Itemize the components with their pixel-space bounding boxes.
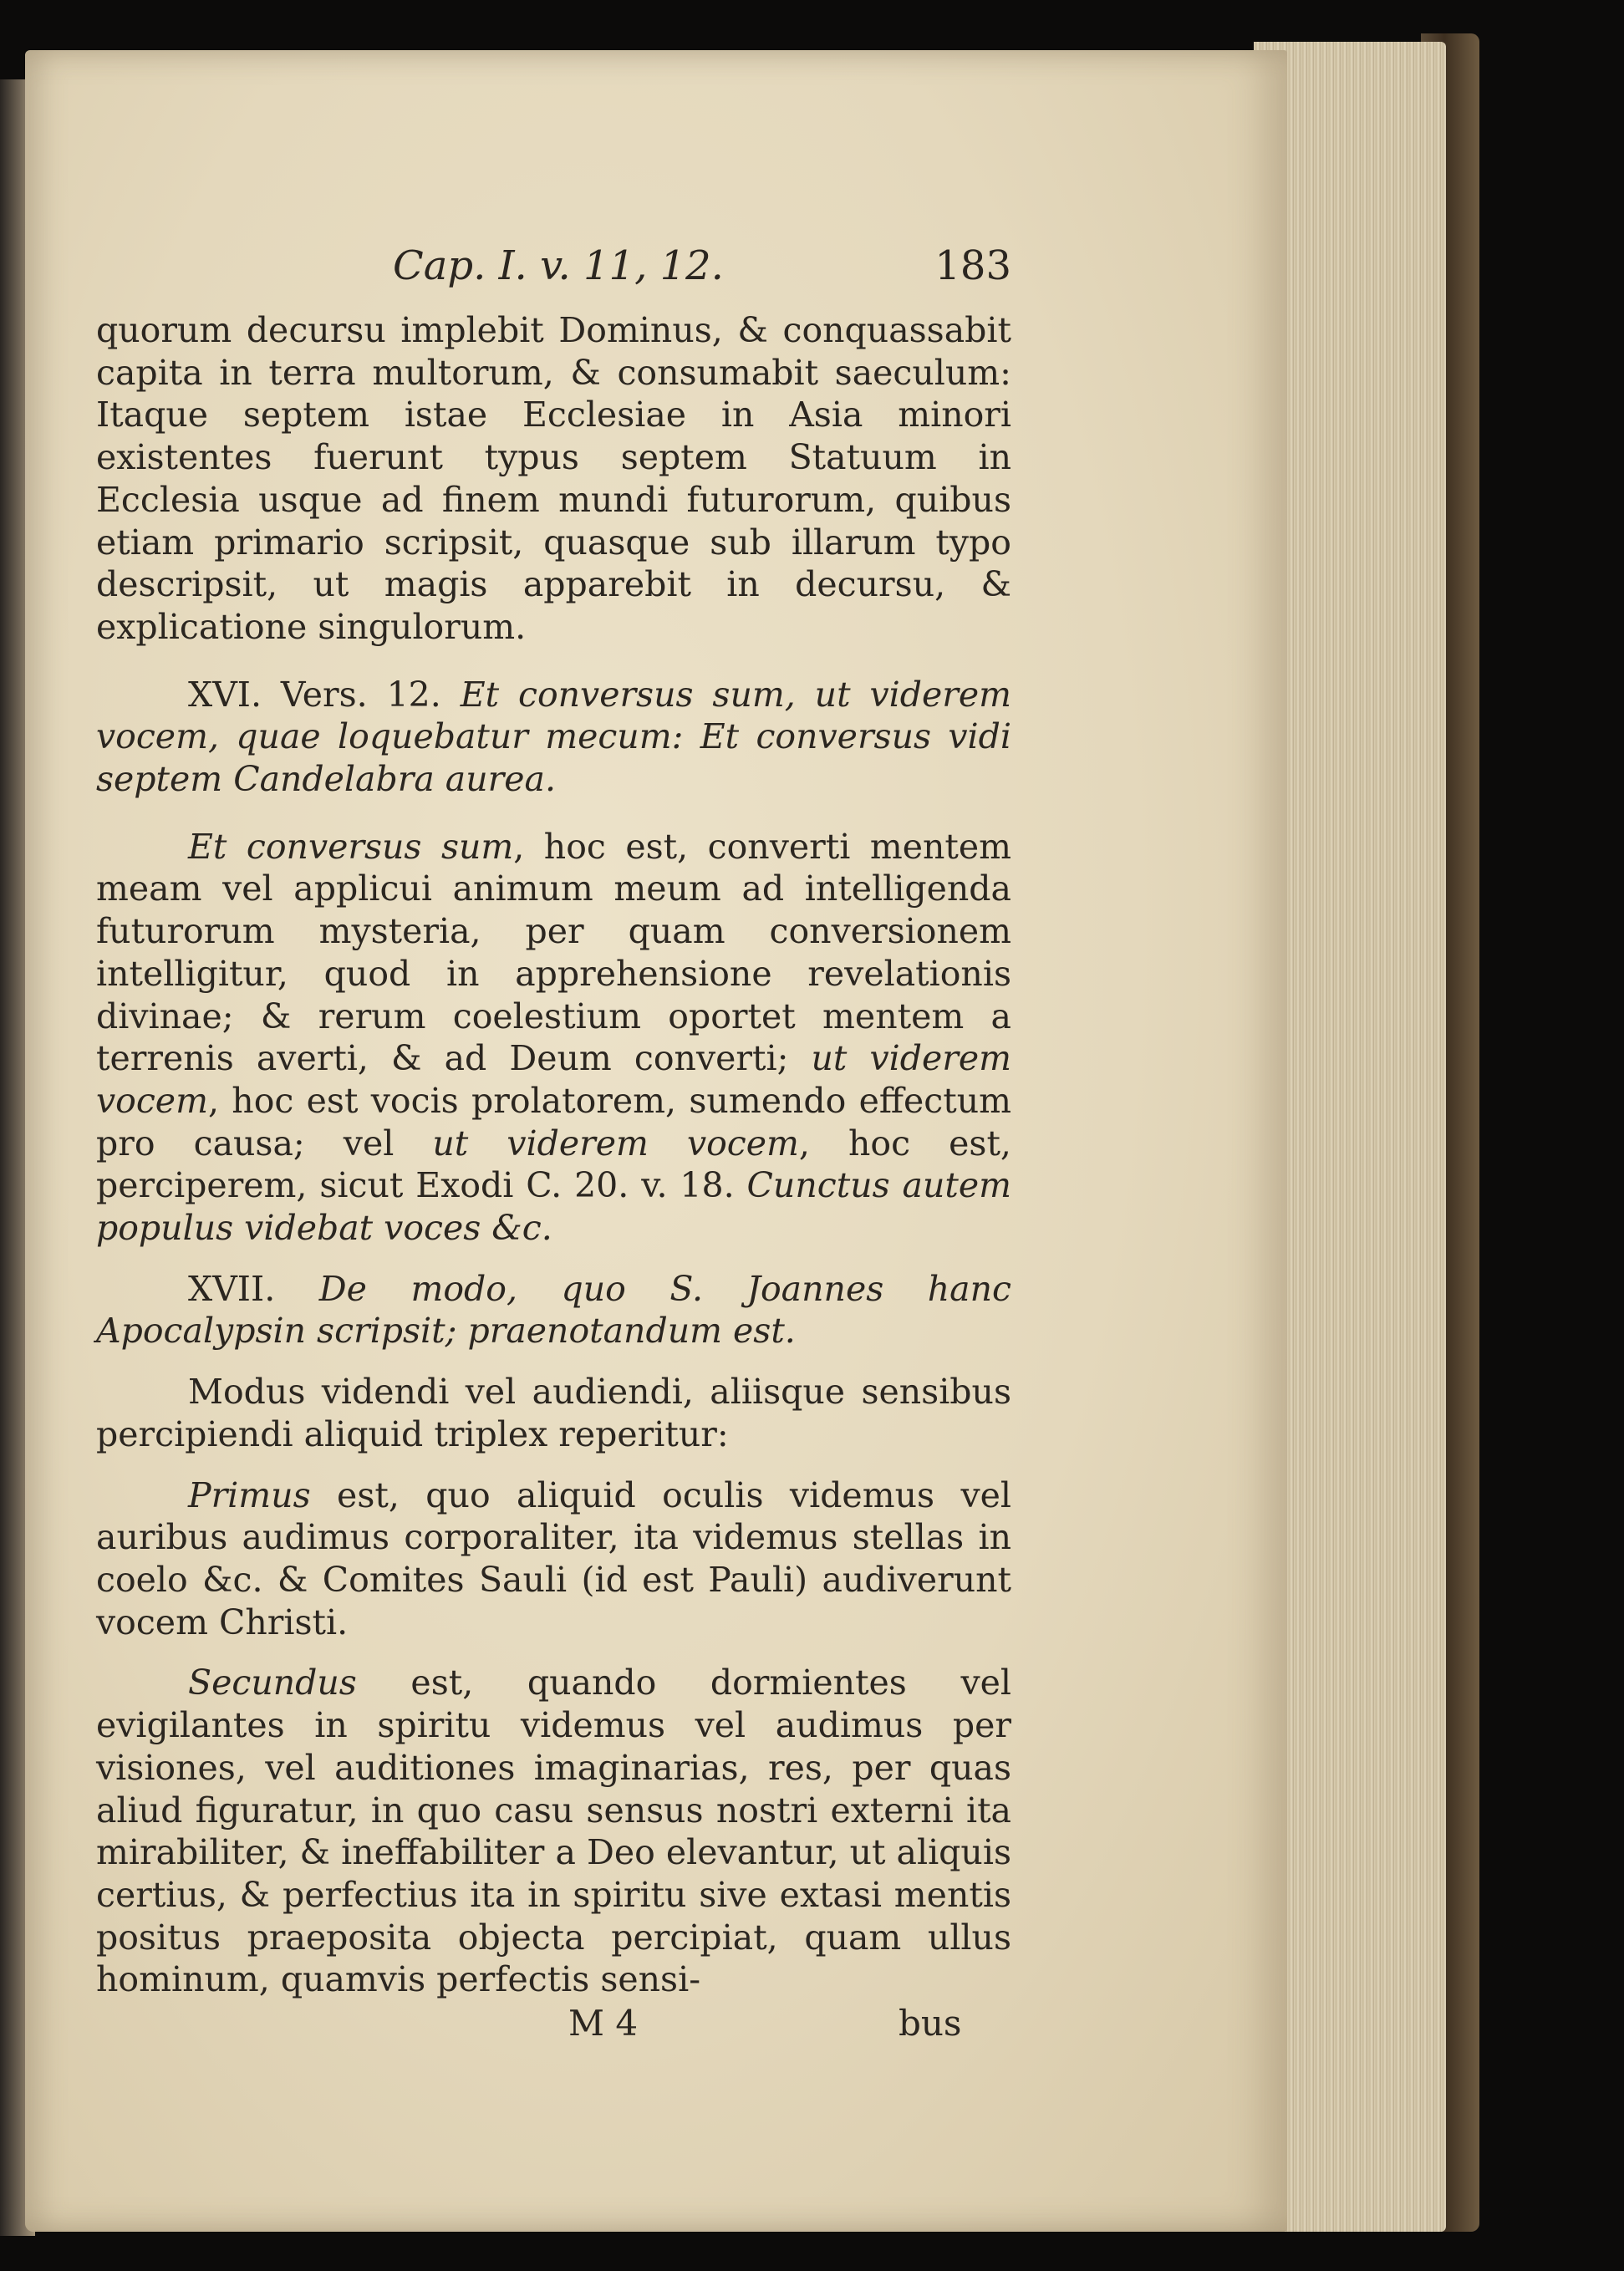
scripture-lemma: Et conversus sum, ut viderem vocem, quae loquebatur mecum: Et conversus vidi septem Candelabra aurea. <box>96 674 1011 800</box>
page-footer <box>96 2003 1011 2053</box>
lemma-ut-viderem-1: ut viderem vocem <box>96 1038 1011 1121</box>
text-run: est, quando dormientes vel evigilantes in spiritu videmus vel audimus per visiones, vel auditiones imaginarias, res, per quas aliud figuratur, in quo casu sensus nostri externi ita mirabiliter, & ineffabiliter a Deo elevantur, ut aliquis certius, & perfectius ita in spiritu sive extasi mentis positus praeposita objecta percipiat, quam ullus hominum, quamvis perfectis sensi- <box>96 1663 1011 2000</box>
page-header <box>96 242 1011 293</box>
lemma-primus: Primus <box>188 1474 311 1515</box>
running-head: Cap. I. v. 11, 12. <box>393 242 724 289</box>
lemma-cunctus: Cunctus autem populus videbat voces &c. <box>96 1165 1011 1249</box>
page-number: 183 <box>934 242 1011 289</box>
lemma-ut-viderem-2: ut viderem vocem <box>432 1123 799 1164</box>
text-run: , hoc est vocis prolatorem, sumendo effectum pro causa; vel <box>96 1080 1011 1164</box>
paragraph-3 <box>96 826 1011 1250</box>
page-content <box>96 242 1011 2053</box>
section-number: XVI. Vers. 12. <box>188 674 441 715</box>
paragraph-6 <box>96 1474 1011 1644</box>
paragraph-1: quorum decursu implebit Dominus, & conquassabit capita in terra multorum, & consumabit saeculum: Itaque septem istae Ecclesiae in Asia minori existentes fuerunt typus septem Statuum in Ecclesia usque ad finem mundi futurorum, quibus etiam primario scripsit, quasque sub illarum typo descripsit, ut magis apparebit in decursu, & explicatione singulorum. <box>96 310 1011 647</box>
paragraph-7 <box>96 1662 1011 2001</box>
section-xvi <box>96 674 1011 801</box>
section-number: XVII. <box>188 1268 276 1309</box>
catchword: bus <box>899 2003 962 2044</box>
paragraph-5: Modus videndi vel audiendi, aliisque sensibus percipiendi aliquid triplex reperitur: <box>96 1372 1011 1454</box>
signature-mark: M 4 <box>568 2003 639 2044</box>
text-run: , hoc est, perciperem, sicut Exodi C. 20. v. 18. <box>96 1123 1011 1206</box>
section-xvii <box>96 1268 1011 1352</box>
text-run: est, quo aliquid oculis videmus vel auribus audimus corporaliter, ita videmus stellas in coelo &c. & Comites Sauli (id est Pauli) audiverunt vocem Christi. <box>96 1474 1011 1642</box>
lemma-et-conversus: Et conversus sum <box>188 826 514 867</box>
section-heading: De modo, quo S. Joannes hanc Apocalypsin scripsit; praenotandum est. <box>96 1268 1011 1352</box>
lemma-secundus: Secundus <box>188 1663 357 1703</box>
text-run: , hoc est, converti mentem meam vel applicui animum meum ad intelligenda futurorum mysteria, per quam conversionem intelligitur, quod in apprehensione revelationis divinae; & rerum coelestium oportet mentem a terrenis averti, & ad Deum converti; <box>96 826 1011 1079</box>
